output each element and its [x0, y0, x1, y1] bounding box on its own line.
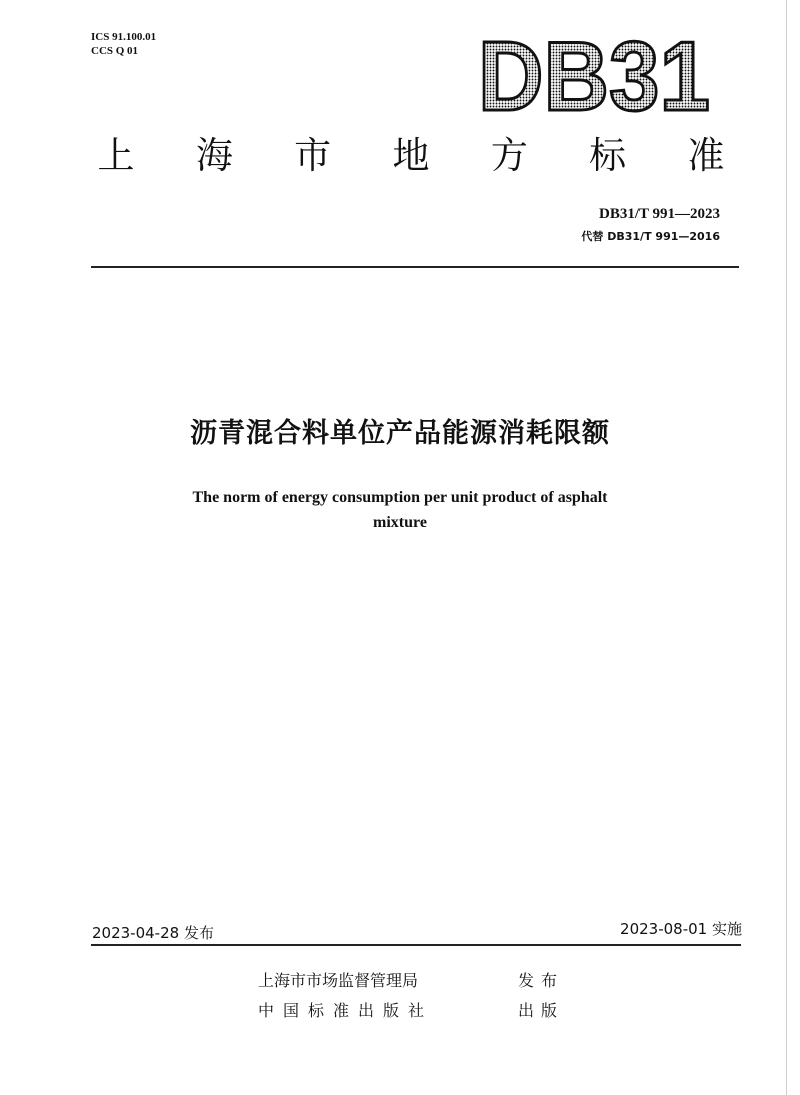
standard-type-char: 海	[195, 134, 233, 177]
standard-number: DB31/T 991—2023	[599, 206, 720, 222]
publisher-row	[258, 966, 578, 996]
publisher-role: 发布	[518, 971, 565, 990]
standard-type-title	[86, 134, 736, 178]
issue-date: 2023-04-28 发布	[92, 924, 214, 942]
replaces-standard: 代替 DB31/T 991—2016	[581, 230, 720, 243]
document-title-english	[120, 485, 680, 535]
db31-logo-graphic	[474, 30, 714, 116]
publisher-row	[258, 996, 578, 1026]
header-divider	[91, 266, 739, 268]
publisher-name: 上海市市场监督管理局	[258, 971, 419, 990]
standard-type-char: 市	[294, 134, 332, 177]
db31-logo	[474, 30, 714, 116]
ics-code: ICS 91.100.01	[91, 31, 157, 43]
english-title-line: mixture	[373, 514, 427, 531]
standard-type-char: 方	[490, 134, 528, 177]
publisher-role: 出版	[518, 1001, 565, 1020]
standard-type-char: 地	[392, 134, 430, 177]
standard-type-char: 上	[97, 134, 135, 177]
standard-type-char: 准	[687, 134, 725, 177]
english-title-line: The norm of energy consumption per unit product of asphalt	[192, 489, 608, 506]
document-title-chinese: 沥青混合料单位产品能源消耗限额	[190, 418, 610, 449]
scan-edge-line	[786, 0, 787, 1095]
classification-codes	[91, 30, 156, 58]
implement-date: 2023-08-01 实施	[620, 920, 742, 938]
publisher-block	[258, 966, 578, 1026]
db31-logo-text: DB31	[478, 30, 710, 116]
footer-divider	[91, 944, 741, 946]
ccs-code: CCS Q 01	[91, 45, 139, 57]
publisher-name: 中国标准出版社	[258, 1001, 434, 1020]
standard-type-char: 标	[589, 134, 627, 177]
